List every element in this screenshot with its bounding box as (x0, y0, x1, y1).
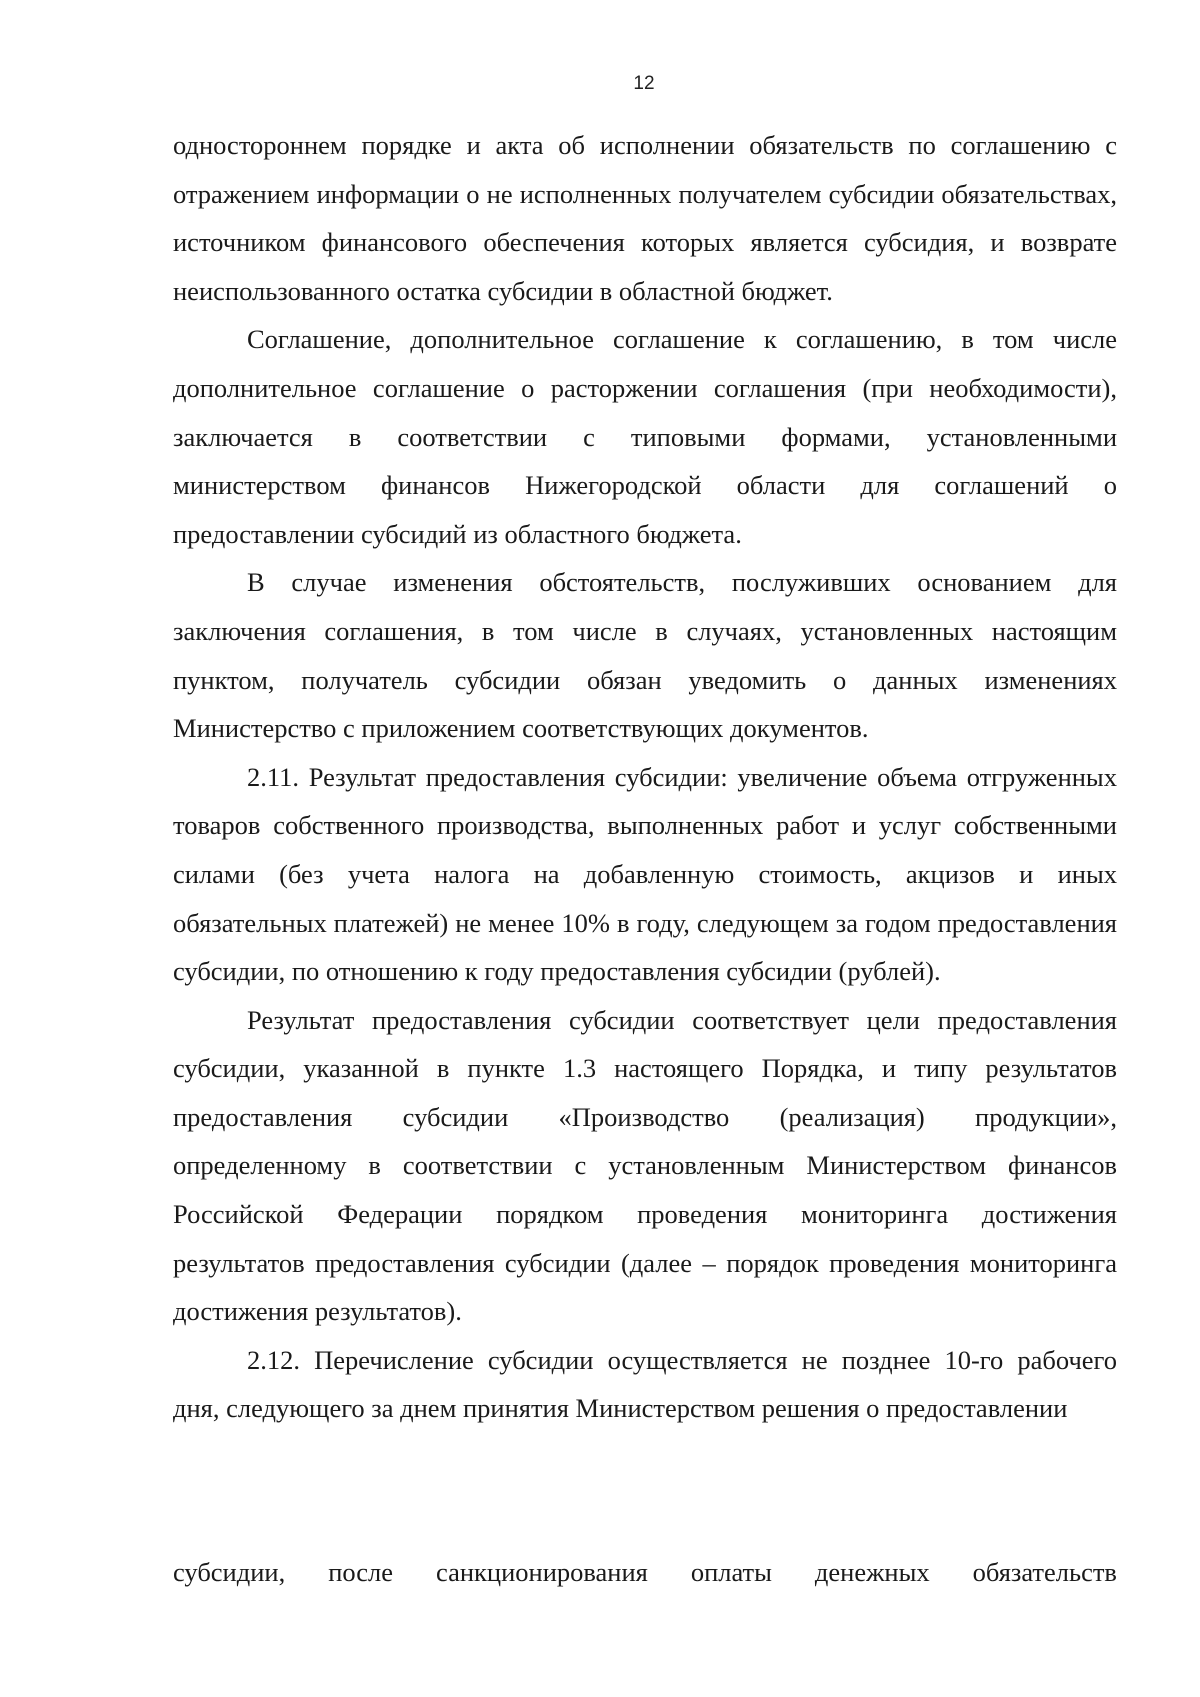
word: субсидии, (173, 1557, 286, 1587)
word: оплаты (690, 1557, 772, 1587)
page-number: 12 (633, 73, 655, 94)
word: санкционирования (436, 1557, 648, 1587)
paragraph-2-12-last-line (173, 1548, 1117, 1597)
paragraph-2-12-transfer: 2.12. Перечисление субсидии осуществляется не позднее 10-го рабочего дня, следующего за днем принятия Министерством решения о предоставлении (173, 1344, 1117, 1424)
document-body (173, 121, 1117, 1433)
word: денежных (814, 1557, 930, 1587)
paragraph-result-correspondence: Результат предоставления субсидии соответствует цели предоставления субсидии, указанной в пункте 1.3 настоящего Порядка, и типу результатов предоставления субсидии «Производство (реализация) продукции», определенному в соответствии с установленным Министерством финансов Российской Федерации порядком проведения мониторинга достижения результатов предоставления субсидии (далее – порядок проведения мониторинга достижения результатов). (173, 1004, 1117, 1327)
paragraph-circumstances-change: В случае изменения обстоятельств, послуживших основанием для заключения соглашения, в том числе в случаях, установленных настоящим пунктом, получатель субсидии обязан уведомить о данных изменениях Министерство с приложением соответствующих документов. (173, 567, 1117, 744)
word: после (328, 1557, 394, 1587)
paragraph-agreement: Соглашение, дополнительное соглашение к соглашению, в том числе дополнительное соглашение о расторжении соглашения (при необходимости), заключается в соответствии с типовыми формами, установленными министерством финансов Нижегородской области для соглашений о предоставлении субсидий из областного бюджета. (173, 324, 1117, 549)
paragraph-continuation: одностороннем порядке и акта об исполнении обязательств по соглашению с отражением информации о не исполненных получателем субсидии обязательствах, источником финансового обеспечения которых является субсидия, и возврате неиспользованного остатка субсидии в областной бюджет. (173, 130, 1117, 306)
word: обязательств (972, 1557, 1117, 1587)
paragraph-2-11-result: 2.11. Результат предоставления субсидии: увеличение объема отгруженных товаров собственного производства, выполненных работ и услуг собственными силами (без учета налога на добавленную стоимость, акцизов и иных обязательных платежей) не менее 10% в году, следующем за годом предоставления субсидии, по отношению к году предоставления субсидии (рублей). (173, 761, 1117, 987)
